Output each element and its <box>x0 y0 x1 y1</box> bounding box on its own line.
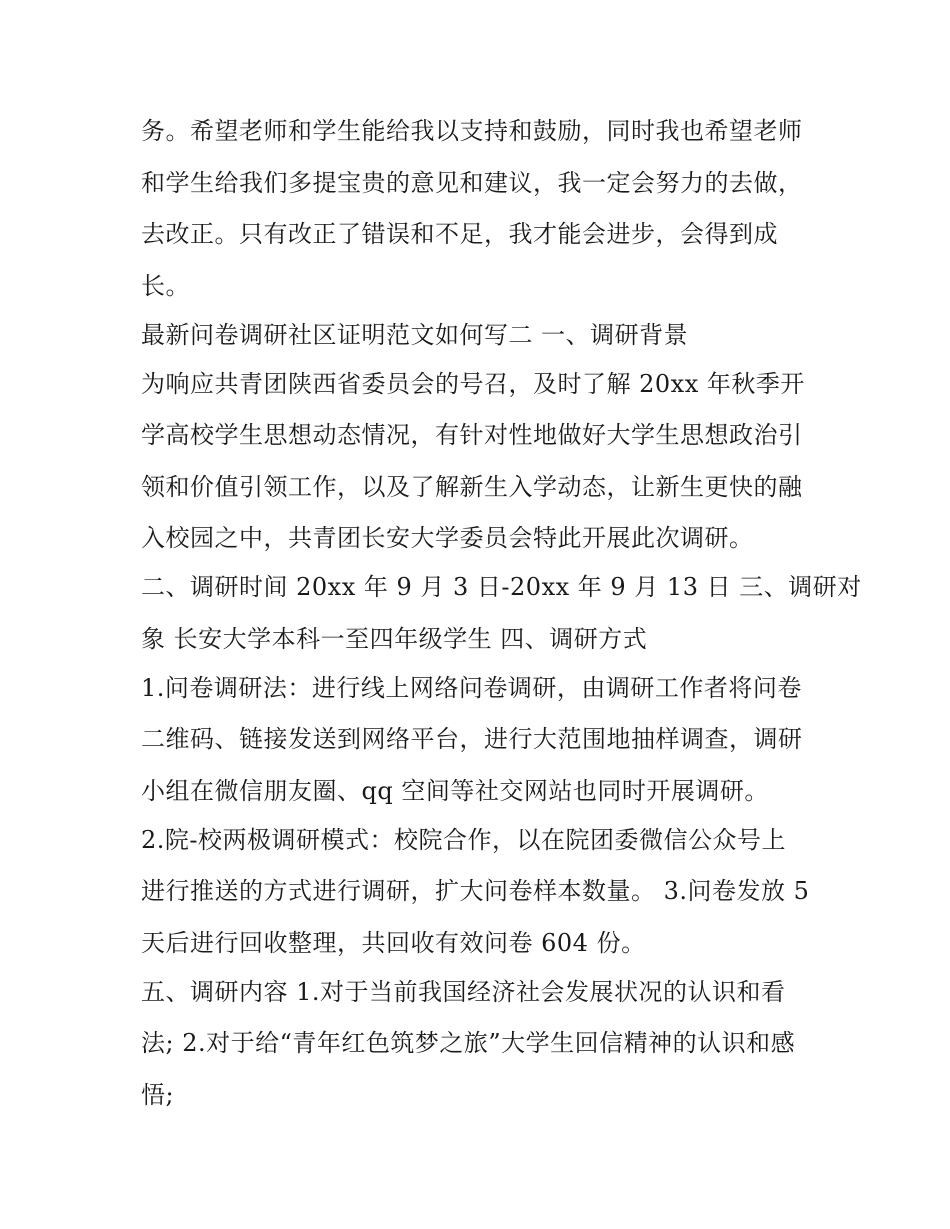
text-line: 天后进行回收整理，共回收有效问卷 604 份。 <box>141 928 646 957</box>
text-line: 和学生给我们多提宝贵的意见和建议，我一定会努力的去做， <box>141 168 803 197</box>
text-line: 悟; <box>141 1080 175 1109</box>
text-line: 入校园之中，共青团长安大学委员会特此开展此次调研。 <box>141 524 754 552</box>
text-line: 务。希望老师和学生能给我以支持和鼓励，同时我也希望老师 <box>141 117 803 145</box>
text-line: 二维码、链接发送到网络平台，进行大范围地抽样调查，调研 <box>141 725 803 753</box>
text-line: 五、调研内容 1.对于当前我国经济社会发展状况的认识和看 <box>141 977 786 1006</box>
text-line: 长。 <box>141 271 190 300</box>
text-line: 1.问卷调研法：进行线上网络问卷调研，由调研工作者将问卷 <box>141 673 802 702</box>
text-line: 法; 2.对于给“青年红色筑梦之旅”大学生回信精神的认识和感 <box>141 1029 796 1057</box>
text-line: 领和价值引领工作，以及了解新生入学动态，让新生更快的融 <box>141 472 803 501</box>
text-line: 二、调研时间 20xx 年 9 月 3 日-20xx 年 9 月 13 日 三、调研对 <box>141 573 862 601</box>
text-line: 进行推送的方式进行调研，扩大问卷样本数量。 3.问卷发放 5 <box>141 877 810 905</box>
text-line: 2.院-校两极调研模式：校院合作，以在院团委微信公众号上 <box>141 825 787 854</box>
text-line: 学高校学生思想动态情况，有针对性地做好大学生思想政治引 <box>141 421 803 449</box>
text-line: 去改正。只有改正了错误和不足，我才能会进步，会得到成 <box>141 220 778 248</box>
text-line: 象 长安大学本科一至四年级学生 四、调研方式 <box>141 624 648 653</box>
document-body <box>141 106 862 1121</box>
section-heading: 最新问卷调研社区证明范文如何写二 一、调研背景 <box>141 320 689 349</box>
text-line: 小组在微信朋友圈、qq 空间等社交网站也同时开展调研。 <box>141 776 769 805</box>
text-line: 为响应共青团陕西省委员会的号召，及时了解 20xx 年秋季开 <box>141 369 805 398</box>
